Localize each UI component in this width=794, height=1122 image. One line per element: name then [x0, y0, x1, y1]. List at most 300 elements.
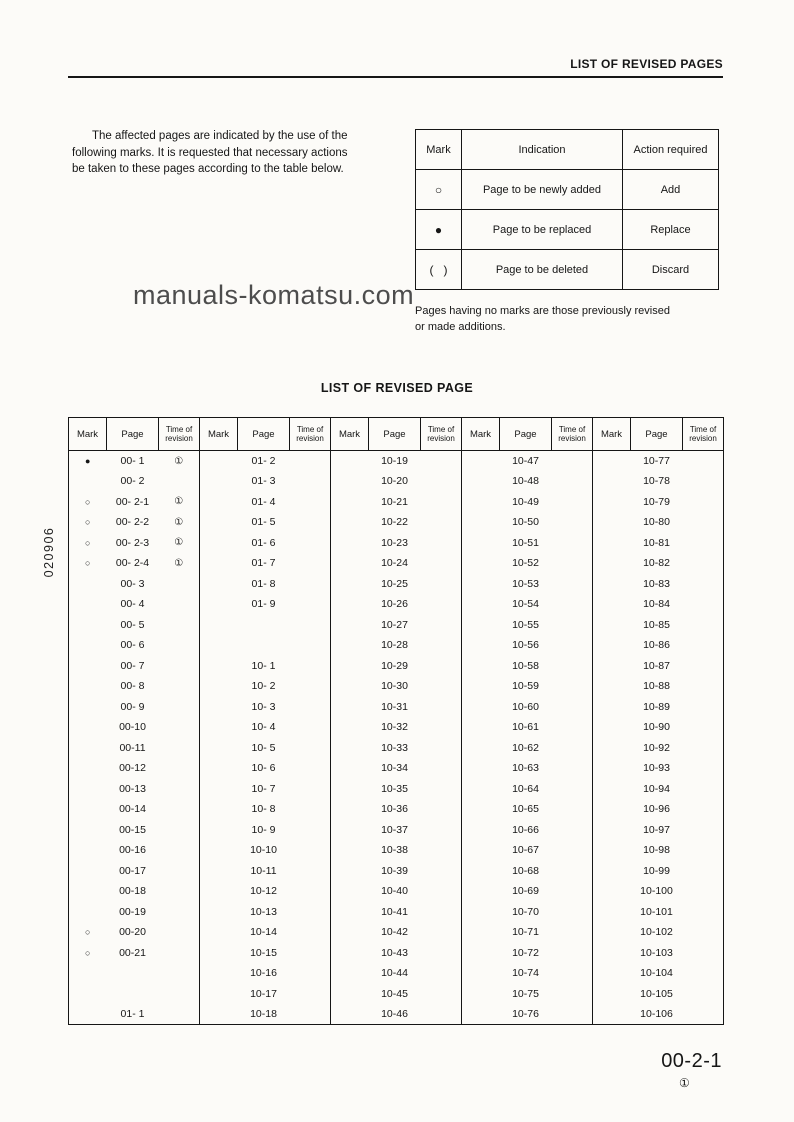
revised-cell-time	[683, 717, 724, 738]
revised-header-time: Time of revision	[552, 418, 593, 451]
revised-cell-mark	[331, 656, 369, 677]
revised-cell-time	[552, 922, 593, 943]
revised-cell-page: 00-17	[119, 864, 146, 877]
revised-cell-time	[159, 902, 200, 923]
revised-cell-time	[421, 779, 462, 800]
revised-header-mark: Mark	[331, 418, 369, 451]
revised-cell-page: 10-37	[381, 823, 408, 836]
revised-cell-mark	[331, 820, 369, 841]
revised-table-row	[69, 656, 724, 677]
revised-cell-time	[552, 984, 593, 1005]
revised-cell-page: 10-56	[512, 639, 539, 652]
revised-cell-mark	[331, 574, 369, 595]
revised-cell-page: 00- 3	[120, 577, 145, 590]
revised-cell-page: 00- 4	[120, 598, 145, 611]
revised-cell-mark	[593, 943, 631, 964]
revised-cell-mark	[331, 902, 369, 923]
revised-cell-mark: ○	[69, 492, 107, 513]
revised-cell-mark	[200, 1004, 238, 1025]
intro-line: The affected pages are indicated by the use of the	[92, 130, 348, 142]
revised-cell-time	[290, 861, 331, 882]
revised-cell-page: 10-79	[643, 495, 670, 508]
revised-cell-time	[683, 840, 724, 861]
revised-cell-time	[421, 738, 462, 759]
revised-cell-time	[683, 984, 724, 1005]
revised-cell-time	[552, 492, 593, 513]
revised-cell-page: 10-38	[381, 844, 408, 857]
revised-cell-page: 10-76	[512, 1008, 539, 1020]
revised-cell-time	[421, 553, 462, 574]
revised-cell-time	[683, 1004, 724, 1025]
revised-cell-mark	[200, 471, 238, 492]
intro-line: be taken to these pages according to the table below.	[72, 163, 344, 175]
revised-cell-page: 01- 3	[251, 475, 276, 488]
revised-cell-page: 10-87	[643, 659, 670, 672]
revised-cell-mark	[593, 758, 631, 779]
revised-cell-page: 10-45	[381, 987, 408, 1000]
revised-cell-time	[159, 594, 200, 615]
revised-cell-page: 10-77	[643, 455, 670, 467]
revised-cell-time	[159, 738, 200, 759]
revised-cell-time	[683, 656, 724, 677]
revised-cell-time	[683, 635, 724, 656]
marks-row-deleted	[416, 250, 719, 290]
revised-cell-time	[683, 861, 724, 882]
revised-cell-page: 10-19	[381, 455, 408, 467]
revised-cell-mark	[593, 533, 631, 554]
revised-cell-page: 10-25	[381, 577, 408, 590]
revised-cell-mark	[331, 553, 369, 574]
revised-cell-time	[421, 820, 462, 841]
revised-cell-mark	[593, 738, 631, 759]
revised-cell-mark	[593, 553, 631, 574]
revised-cell-mark	[331, 717, 369, 738]
revised-cell-mark	[593, 492, 631, 513]
revised-cell-mark	[593, 922, 631, 943]
revised-cell-mark	[593, 471, 631, 492]
revised-table-row	[69, 820, 724, 841]
revised-cell-mark	[200, 799, 238, 820]
marks-action: Discard	[623, 250, 719, 290]
revised-cell-page: 10-59	[512, 680, 539, 693]
revised-cell-time	[683, 738, 724, 759]
revised-cell-time	[421, 1004, 462, 1025]
revised-cell-time	[290, 820, 331, 841]
revised-cell-time	[552, 779, 593, 800]
revised-cell-mark	[200, 451, 238, 472]
revised-cell-mark	[69, 840, 107, 861]
revised-cell-time	[421, 594, 462, 615]
revised-cell-page: 10-40	[381, 885, 408, 898]
revised-cell-mark	[69, 471, 107, 492]
revised-cell-mark	[331, 881, 369, 902]
revised-cell-time	[683, 471, 724, 492]
side-print-code: 020906	[42, 526, 56, 578]
revised-table-row	[69, 902, 724, 923]
revised-cell-time	[552, 594, 593, 615]
revised-cell-page: 10-82	[643, 557, 670, 570]
revised-cell-time	[290, 738, 331, 759]
revised-cell-mark	[593, 963, 631, 984]
revised-cell-time	[552, 471, 593, 492]
revised-cell-time	[159, 1004, 200, 1025]
revised-cell-page: 00-15	[119, 823, 146, 836]
revised-cell-time	[421, 963, 462, 984]
revised-cell-mark	[69, 656, 107, 677]
revised-cell-page: 00- 9	[120, 700, 145, 713]
revised-cell-page: 10-29	[381, 659, 408, 672]
revised-cell-time	[421, 492, 462, 513]
revised-cell-time	[290, 471, 331, 492]
revised-cell-time: ①	[174, 537, 184, 549]
revised-cell-mark	[331, 471, 369, 492]
revised-cell-time	[290, 574, 331, 595]
revised-cell-time	[552, 656, 593, 677]
revised-cell-time	[159, 676, 200, 697]
revised-cell-time	[683, 553, 724, 574]
revised-cell-time	[552, 717, 593, 738]
revised-table-row	[69, 533, 724, 554]
intro-line: following marks. It is requested that necessary actions	[72, 146, 348, 159]
revised-cell-page: 10-100	[640, 885, 673, 898]
revised-cell-page: 10-18	[250, 1008, 277, 1020]
revised-cell-page: 10-31	[381, 700, 408, 713]
revised-cell-mark: ●	[69, 451, 107, 472]
revised-cell-page: 10-83	[643, 577, 670, 590]
revised-cell-time	[552, 451, 593, 472]
revised-cell-time	[159, 574, 200, 595]
revised-cell-page: 10- 8	[251, 803, 276, 816]
revised-cell-page: 10-34	[381, 762, 408, 775]
revised-cell-mark	[200, 943, 238, 964]
marks-header-indication: Indication	[462, 130, 623, 170]
revised-cell-page: 10-74	[512, 967, 539, 980]
watermark-text: manuals-komatsu.com	[133, 280, 415, 310]
revised-cell-time	[421, 922, 462, 943]
revised-cell-mark	[331, 861, 369, 882]
revised-cell-page: 10-67	[512, 844, 539, 857]
revised-cell-mark	[462, 758, 500, 779]
revised-cell-page: 10-80	[643, 516, 670, 529]
revised-cell-page: 10-105	[640, 987, 673, 1000]
revised-cell-time	[290, 881, 331, 902]
revised-table-row	[69, 574, 724, 595]
revised-cell-page: 10-85	[643, 618, 670, 631]
revised-table-row	[69, 779, 724, 800]
revised-cell-page: 10-22	[381, 516, 408, 529]
marks-header-mark: Mark	[416, 130, 462, 170]
revised-cell-mark	[69, 881, 107, 902]
revised-cell-time	[290, 533, 331, 554]
marks-action: Replace	[623, 210, 719, 250]
revised-cell-mark	[69, 738, 107, 759]
revised-cell-mark	[462, 963, 500, 984]
revised-cell-time	[290, 656, 331, 677]
revised-cell-mark	[331, 492, 369, 513]
revised-cell-mark	[462, 922, 500, 943]
revised-cell-time	[159, 799, 200, 820]
revised-cell-mark	[331, 963, 369, 984]
revised-cell-time	[290, 635, 331, 656]
revised-cell-page: 10-17	[250, 987, 277, 1000]
revised-cell-mark	[331, 451, 369, 472]
revised-cell-page: 00-11	[119, 741, 146, 754]
revised-cell-page: 10-55	[512, 618, 539, 631]
revised-cell-mark	[593, 512, 631, 533]
revised-cell-time	[290, 451, 331, 472]
revised-header-page: Page	[238, 418, 290, 451]
revised-cell-mark	[462, 943, 500, 964]
revised-cell-mark	[331, 799, 369, 820]
revised-cell-time	[290, 615, 331, 636]
revised-header-page: Page	[500, 418, 552, 451]
revised-cell-mark	[462, 738, 500, 759]
revised-cell-mark	[69, 1004, 107, 1025]
revised-cell-page: 10-20	[381, 475, 408, 488]
revised-cell-mark	[69, 799, 107, 820]
revised-cell-page: 10-36	[381, 803, 408, 816]
note-line: or made additions.	[415, 321, 506, 333]
revised-cell-mark	[69, 984, 107, 1005]
revised-cell-time	[290, 512, 331, 533]
revised-table-body	[69, 451, 724, 1025]
revised-cell-time	[683, 676, 724, 697]
marks-legend-table	[415, 129, 719, 290]
revised-cell-page: 00- 2-1	[115, 495, 150, 508]
revised-cell-time	[290, 984, 331, 1005]
revised-cell-page: 10-66	[512, 823, 539, 836]
revised-table-row	[69, 492, 724, 513]
revised-cell-time	[683, 492, 724, 513]
revised-cell-time: ①	[174, 557, 184, 569]
revised-cell-mark	[200, 881, 238, 902]
revised-cell-page: 00- 5	[120, 618, 145, 631]
revised-table-row	[69, 799, 724, 820]
revised-cell-mark	[593, 697, 631, 718]
revised-cell-page: 10-84	[643, 598, 670, 611]
revised-cell-mark	[593, 984, 631, 1005]
revised-cell-time	[683, 963, 724, 984]
revised-cell-page: 00-18	[119, 885, 146, 898]
revised-cell-time	[683, 512, 724, 533]
revised-cell-page: 10-51	[512, 536, 539, 549]
revised-cell-time	[552, 533, 593, 554]
revised-cell-time	[683, 574, 724, 595]
marks-indication: Page to be newly added	[462, 170, 623, 210]
revised-cell-page: 10-90	[643, 721, 670, 734]
revised-cell-page: 01- 1	[120, 1008, 145, 1020]
revised-cell-page: 10-21	[381, 495, 408, 508]
revised-cell-time	[159, 984, 200, 1005]
revised-cell-page: 10-89	[643, 700, 670, 713]
revised-cell-time	[290, 717, 331, 738]
revised-cell-time	[683, 697, 724, 718]
revised-cell-page: 01- 9	[251, 598, 276, 611]
revised-cell-page: 10-11	[250, 864, 277, 877]
revised-cell-mark	[462, 676, 500, 697]
revised-cell-page: 10-32	[381, 721, 408, 734]
revised-cell-mark	[462, 717, 500, 738]
revised-cell-mark	[200, 574, 238, 595]
revised-table-row	[69, 553, 724, 574]
revised-cell-page: 01- 7	[251, 557, 276, 570]
revised-cell-mark	[200, 840, 238, 861]
revised-cell-time	[421, 984, 462, 1005]
revised-cell-page: 00- 1	[120, 455, 145, 467]
revised-cell-page: 00- 2-4	[115, 557, 150, 570]
revised-cell-time	[290, 922, 331, 943]
revised-cell-time	[159, 471, 200, 492]
revised-cell-mark	[200, 758, 238, 779]
revised-cell-time	[421, 471, 462, 492]
revised-cell-mark	[200, 861, 238, 882]
revised-cell-mark	[593, 1004, 631, 1025]
revised-cell-time	[159, 963, 200, 984]
revised-cell-mark	[331, 738, 369, 759]
revised-cell-time	[683, 799, 724, 820]
revised-cell-page: 00- 2	[120, 475, 145, 488]
revised-cell-mark	[593, 717, 631, 738]
revised-cell-page: 10-93	[643, 762, 670, 775]
revised-cell-page: 10-58	[512, 659, 539, 672]
revised-cell-mark	[593, 676, 631, 697]
revised-cell-mark	[593, 820, 631, 841]
revised-cell-mark	[462, 471, 500, 492]
revised-cell-page: 10-39	[381, 864, 408, 877]
revised-cell-page: 10-94	[643, 782, 670, 795]
revised-cell-mark	[462, 861, 500, 882]
revised-cell-page: 00-12	[119, 762, 146, 775]
revised-cell-page: 10-86	[643, 639, 670, 652]
revised-cell-time	[159, 922, 200, 943]
revised-cell-time: ①	[174, 496, 184, 508]
revised-table-row	[69, 758, 724, 779]
revised-cell-mark	[69, 676, 107, 697]
revised-cell-time	[159, 656, 200, 677]
revised-cell-mark	[462, 881, 500, 902]
revised-cell-page: 10-88	[643, 680, 670, 693]
revised-cell-page: 10-96	[643, 803, 670, 816]
revised-cell-page: 10-42	[381, 926, 408, 939]
revised-cell-mark	[593, 902, 631, 923]
revised-cell-mark	[200, 779, 238, 800]
revised-cell-time	[552, 676, 593, 697]
revised-cell-mark	[593, 615, 631, 636]
revised-table-row	[69, 594, 724, 615]
revised-table-title: LIST OF REVISED PAGE	[320, 381, 474, 395]
revised-cell-page: 10-64	[512, 782, 539, 795]
revised-cell-mark	[462, 656, 500, 677]
revised-cell-mark: ○	[69, 533, 107, 554]
revised-cell-mark	[462, 635, 500, 656]
marks-row-added	[416, 170, 719, 210]
revised-cell-mark	[69, 574, 107, 595]
circle-filled-icon: ●	[416, 210, 462, 250]
revised-cell-page: 10-28	[381, 639, 408, 652]
revised-cell-time	[552, 697, 593, 718]
revised-cell-mark	[331, 779, 369, 800]
revised-cell-page: 00-14	[119, 803, 146, 816]
revised-cell-mark	[331, 984, 369, 1005]
revised-cell-mark	[69, 963, 107, 984]
revised-cell-time	[159, 820, 200, 841]
marks-row-replaced	[416, 210, 719, 250]
revised-table-row	[69, 471, 724, 492]
revised-cell-mark	[462, 451, 500, 472]
marks-header-action: Action required	[623, 130, 719, 170]
revised-header-mark: Mark	[69, 418, 107, 451]
revised-cell-time	[421, 635, 462, 656]
revised-cell-page: 10- 4	[251, 721, 276, 734]
revised-cell-time	[683, 881, 724, 902]
revised-cell-mark	[593, 861, 631, 882]
revised-cell-time	[683, 943, 724, 964]
revised-cell-mark	[69, 697, 107, 718]
revised-cell-mark	[331, 758, 369, 779]
revised-cell-mark	[200, 635, 238, 656]
revised-cell-time	[421, 840, 462, 861]
revised-header-time: Time of revision	[159, 418, 200, 451]
revised-cell-mark	[462, 574, 500, 595]
revised-header-mark: Mark	[462, 418, 500, 451]
revised-cell-time	[290, 943, 331, 964]
revised-cell-time	[159, 861, 200, 882]
revised-cell-page: 10-106	[640, 1008, 673, 1020]
revised-header-page: Page	[369, 418, 421, 451]
revised-cell-page: 10- 7	[251, 782, 276, 795]
revised-cell-mark	[200, 738, 238, 759]
circle-open-icon: ○	[416, 170, 462, 210]
revised-cell-time	[683, 922, 724, 943]
revised-cell-page: 00- 6	[120, 639, 145, 652]
revised-cell-time	[159, 943, 200, 964]
revised-cell-time	[421, 861, 462, 882]
revised-cell-time	[290, 799, 331, 820]
revised-cell-time	[552, 881, 593, 902]
revised-table-row	[69, 1004, 724, 1025]
revised-cell-time	[421, 943, 462, 964]
revised-cell-page: 00- 7	[120, 659, 145, 672]
revised-cell-mark	[593, 635, 631, 656]
revised-cell-mark	[200, 676, 238, 697]
revised-cell-time	[552, 553, 593, 574]
revised-cell-mark	[462, 984, 500, 1005]
revised-cell-mark	[69, 594, 107, 615]
revised-cell-page: 10-12	[250, 885, 277, 898]
marks-indication: Page to be replaced	[462, 210, 623, 250]
revised-table-row	[69, 922, 724, 943]
revised-cell-time	[683, 594, 724, 615]
document-header: LIST OF REVISED PAGES	[570, 57, 723, 71]
note-paragraph	[415, 303, 730, 335]
revised-cell-time: ①	[174, 455, 184, 467]
revised-cell-page: 10- 2	[251, 680, 276, 693]
revised-cell-page: 10-99	[643, 864, 670, 877]
revised-cell-time	[552, 820, 593, 841]
revised-header-page: Page	[107, 418, 159, 451]
revised-cell-time	[552, 574, 593, 595]
revised-cell-page: 10-24	[381, 557, 408, 570]
revised-cell-time	[683, 902, 724, 923]
revised-cell-page: 10-103	[640, 946, 673, 959]
revised-cell-page: 10-23	[381, 536, 408, 549]
revised-cell-mark	[593, 799, 631, 820]
revised-cell-mark	[200, 984, 238, 1005]
revised-cell-page: 10- 9	[251, 823, 276, 836]
revised-cell-page: 10-43	[381, 946, 408, 959]
revised-cell-time	[552, 902, 593, 923]
revised-cell-page: 10-26	[381, 598, 408, 611]
